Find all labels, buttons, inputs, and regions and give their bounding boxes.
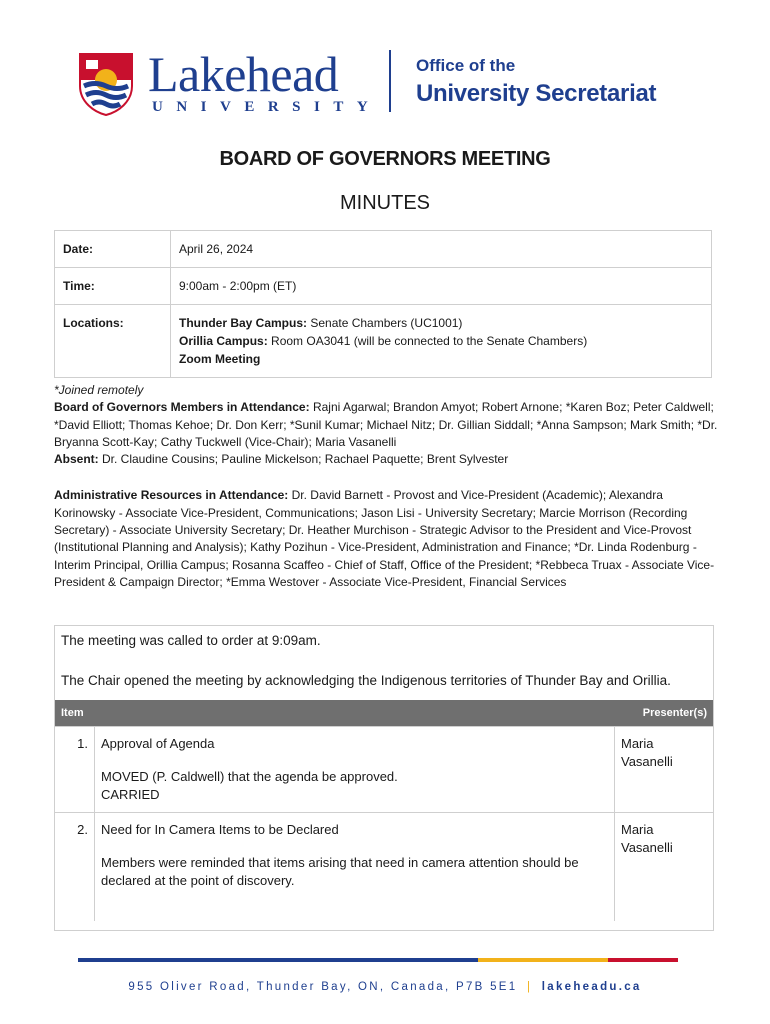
members-in-attendance: Board of Governors Members in Attendance: Rajni Agarwal; Brandon Amyot; Robert Arnone; *Karen Boz; Peter Caldwell; *David Elliott; Thomas Kehoe; Dr. Don Kerr; *Sunil Kumar; Michael Nitz; Dr. Gillian Siddall; *Anna Sampson; Mark Smith; *Dr. Bryanna Scott-Kay; Cathy Tuckwell (Vice-Chair); Maria Vasanelli (54, 400, 718, 449)
university-name: Lakehead (148, 46, 339, 102)
footer-website-link[interactable]: lakeheadu.ca (541, 981, 642, 993)
item-content (95, 813, 615, 922)
item-column-header: Item (55, 700, 615, 727)
item-body: Members were reminded that items arising that need in camera attention should be declared at the point of discovery. (101, 855, 579, 888)
location-thunder-bay: Thunder Bay Campus: Senate Chambers (UC1001) (179, 316, 463, 330)
office-line-1: Office of the (416, 56, 516, 75)
minutes-box (54, 625, 714, 931)
admin-resources: Administrative Resources in Attendance: Dr. David Barnett - Provost and Vice-President (Academic); Alexandra Korinowsky - Associate Vice-President, Communications; Jason Lisi - University Secretary; Marcie Morrison (Recording Secretary) - Associate University Secretary; Dr. Heather Murchison - Strategic Advisor to the President and Vice-Provost (Institutional Planning and Analysis); Kathy Pozihun - Vice-President, Administration and Finance; *Dr. Linda Rodenburg - Interim Principal, Orillia Campus; Rosanna Scaffeo - Chief of Staff, Office of the President; *Rebbeca Truax - Associate Vice-President & Campaign Director; *Emma Westover - Associate Vice-President, Financial Services (54, 488, 715, 589)
table-row (55, 813, 713, 922)
item-motion: MOVED (P. Caldwell) that the agenda be approved. (101, 769, 398, 784)
land-acknowledgement: The Chair opened the meeting by acknowledging the Indigenous territories of Thunder Bay and Orillia. (61, 673, 671, 688)
item-result: CARRIED (101, 787, 160, 802)
attendance-section (54, 382, 722, 591)
location-orillia: Orillia Campus: Room OA3041 (will be connected to the Senate Chambers) (179, 334, 588, 348)
item-title: Approval of Agenda (101, 736, 215, 751)
time-row (55, 268, 712, 305)
locations-row (55, 305, 712, 378)
footer-address: 955 Oliver Road, Thunder Bay, ON, Canada, P7B 5E1 (128, 981, 518, 993)
footer-bar-gold (478, 958, 608, 962)
time-value: 9:00am - 2:00pm (ET) (171, 268, 712, 305)
date-label: Date: (55, 231, 171, 268)
item-content (95, 727, 615, 813)
absent-members: Absent: Dr. Claudine Cousins; Pauline Mickelson; Rachael Paquette; Brent Sylvester (54, 452, 509, 467)
minutes-intro (61, 632, 671, 690)
document-title: BOARD OF GOVERNORS MEETING (219, 148, 551, 170)
item-number: 2. (55, 813, 95, 922)
date-value: April 26, 2024 (179, 242, 254, 256)
meeting-details-table (54, 230, 712, 378)
letterhead (78, 46, 698, 120)
university-subtitle: UNIVERSITY (152, 99, 382, 115)
footer-bar-red (608, 958, 678, 962)
footer-separator: | (526, 981, 533, 993)
office-line-2: University Secretariat (416, 80, 657, 107)
locations-value (171, 305, 712, 378)
location-zoom: Zoom Meeting (179, 352, 261, 366)
table-row (55, 727, 713, 813)
remote-note: *Joined remotely (54, 383, 144, 397)
footer (0, 981, 770, 993)
agenda-items-table (55, 700, 713, 921)
presenter-column-header: Presenter(s) (615, 700, 714, 727)
called-to-order: The meeting was called to order at 9:09am. (61, 633, 321, 648)
items-header-row (55, 700, 713, 727)
item-number: 1. (55, 727, 95, 813)
time-label: Time: (55, 268, 171, 305)
document-subtitle: MINUTES (340, 192, 430, 214)
date-row (55, 231, 712, 268)
item-title: Need for In Camera Items to be Declared (101, 822, 339, 837)
locations-label: Locations: (55, 305, 171, 378)
lakehead-crest-icon (78, 52, 134, 116)
footer-bar-blue (78, 958, 478, 962)
header-divider (389, 50, 391, 112)
item-presenter: Maria Vasanelli (615, 813, 714, 922)
item-presenter: Maria Vasanelli (615, 727, 714, 813)
